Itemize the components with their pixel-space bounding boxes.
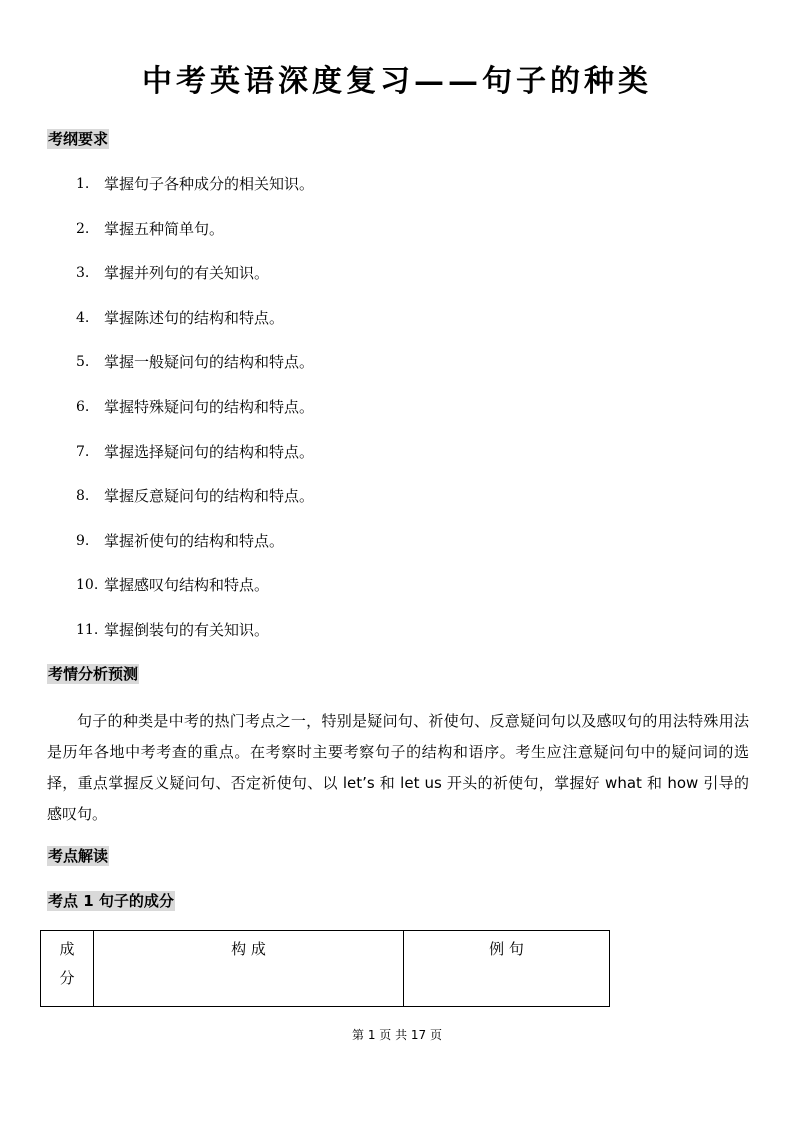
list-item-number: 5. <box>76 354 90 371</box>
list-item-number: 6. <box>76 399 90 415</box>
heading-interpretation: 考点解读 <box>48 847 109 865</box>
list-item-text: 掌握一般疑问句的结构和特点。 <box>104 353 315 372</box>
list-item-text: 掌握特殊疑问句的结构和特点。 <box>104 398 315 416</box>
page-title: 中考英语深度复习——句子的种类 <box>142 64 652 99</box>
list-item-number: 8. <box>76 488 90 505</box>
list-item-number: 4. <box>76 309 90 326</box>
page-footer: 第 1 页 共 17 页 <box>352 1028 442 1042</box>
analysis-paragraph: 句子的种类是中考的热门考点之一，特别是疑问句、祈使句、反意疑问句以及感叹句的用法特殊用法是历年各地中考考查的重点。在考察时主要考察句子的结构和语序。考生应注意疑问句中的疑问词的选择，重点掌握反义疑问句、否定祈使句、以 let’s 和 let us 开头的祈使句，掌握好 what 和 how 引导的感叹句。 <box>47 712 749 823</box>
list-item-text: 掌握句子各种成分的相关知识。 <box>104 175 315 193</box>
list-item-number: 3. <box>76 265 90 282</box>
list-item-number: 9. <box>76 532 90 549</box>
list-item-text: 掌握反意疑问句的结构和特点。 <box>104 487 315 506</box>
list-item-text: 掌握祈使句的结构和特点。 <box>104 531 285 550</box>
list-item-text: 掌握倒装句的有关知识。 <box>104 621 270 639</box>
components-table <box>40 930 610 1007</box>
list-item-number: 7. <box>76 443 90 460</box>
list-item-text: 掌握五种简单句。 <box>104 219 225 238</box>
table-header-component <box>41 931 94 1007</box>
list-item-number: 11. <box>76 622 99 638</box>
table-header-row <box>41 931 610 1007</box>
list-item-text: 掌握感叹句结构和特点。 <box>104 576 270 595</box>
list-item-number: 1. <box>76 176 90 192</box>
table-header-structure: 构 成 <box>94 931 404 1007</box>
list-item-text: 掌握选择疑问句的结构和特点。 <box>104 442 315 461</box>
heading-analysis: 考情分析预测 <box>48 665 139 683</box>
list-item-text: 掌握并列句的有关知识。 <box>104 264 270 283</box>
table-header-example: 例 句 <box>404 931 610 1007</box>
heading-requirements: 考纲要求 <box>48 130 109 148</box>
heading-point1: 考点 1 句子的成分 <box>48 892 174 910</box>
list-item-number: 10. <box>76 577 99 594</box>
list-item-text: 掌握陈述句的结构和特点。 <box>104 308 285 327</box>
list-item-number: 2. <box>76 220 90 237</box>
table-header-component-label: 成分 <box>59 940 75 987</box>
